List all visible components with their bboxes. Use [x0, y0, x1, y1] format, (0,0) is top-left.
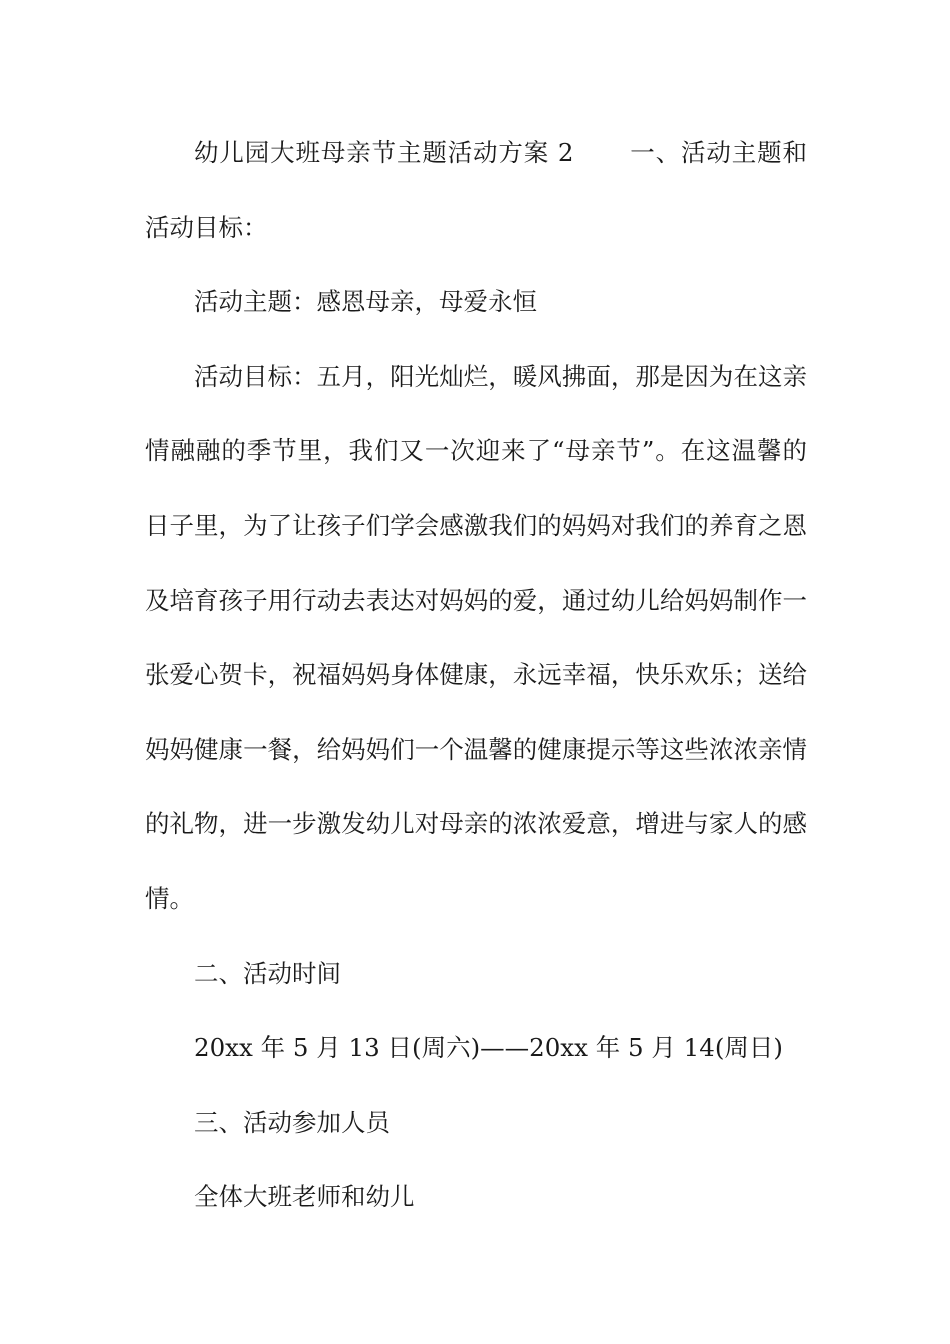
document-body [145, 116, 807, 1235]
section-heading-2: 二、活动时间 [194, 958, 341, 988]
theme-paragraph: 活动主题：感恩母亲，母爱永恒 [194, 287, 537, 317]
document-title: 幼儿园大班母亲节主题活动方案 2 [194, 138, 574, 167]
section-heading-3: 三、活动参加人员 [194, 1107, 390, 1137]
section-heading-1: 一、活动主题和活动目标： [145, 138, 808, 242]
title-paragraph [145, 116, 807, 265]
goals-paragraph: 活动目标：五月，阳光灿烂，暖风拂面，那是因为在这亲情融融的季节里，我们又一次迎来了“母亲节”。在这温馨的日子里，为了让孩子们学会感激我们的妈妈对我们的养育之恩及培育孩子用行动去表达对妈妈的爱，通过幼儿给妈妈制作一张爱心贺卡，祝福妈妈身体健康，永远幸福，快乐欢乐；送给妈妈健康一餐，给妈妈们一个温馨的健康提示等这些浓浓亲情的礼物，进一步激发幼儿对母亲的浓浓爱意，增进与家人的感情。 [145, 361, 807, 913]
time-paragraph: 20xx 年 5 月 13 日(周六)——20xx 年 5 月 14(周日) [194, 1033, 783, 1063]
participants-paragraph: 全体大班老师和幼儿 [194, 1182, 415, 1212]
